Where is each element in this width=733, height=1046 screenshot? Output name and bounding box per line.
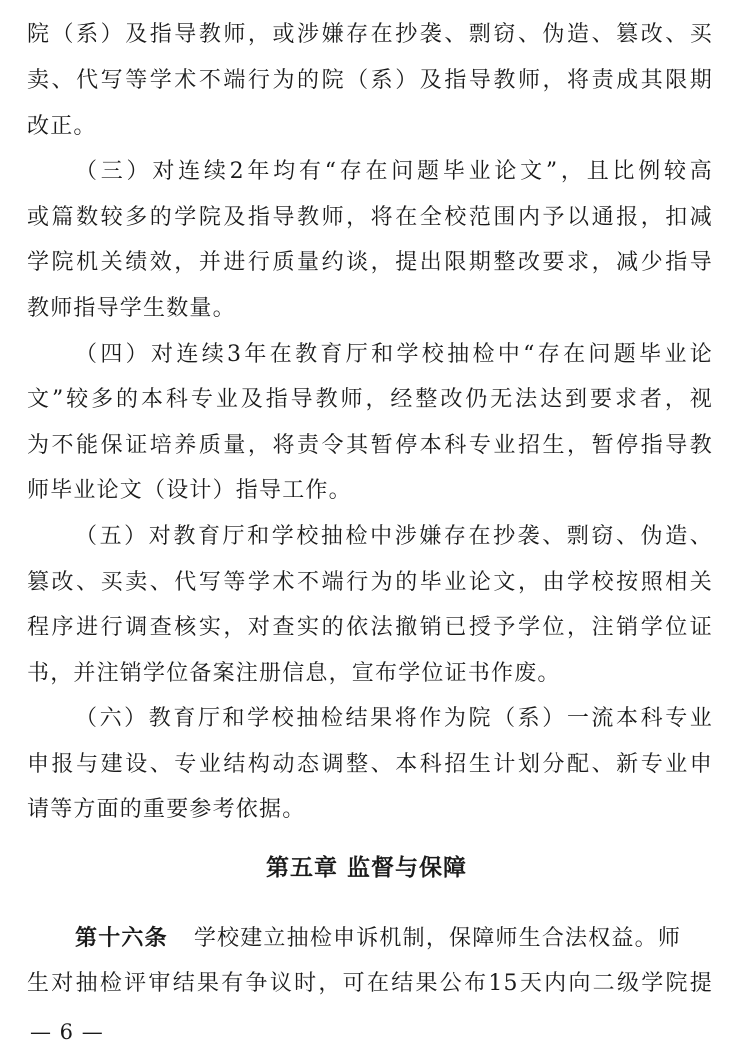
page-number: — 6 — [30,1020,104,1044]
text-line: （三）对连续2年均有“存在问题毕业论文”，且比例较高 [75,159,713,184]
text-line: 书，并注销学位备案注册信息，宣布学位证书作废。 [27,661,561,686]
article-label: 第十六条 [75,926,168,951]
text-line: 或篇数较多的学院及指导教师，将在全校范围内予以通报，扣减 [27,205,713,230]
text-line: 程序进行调查核实，对查实的依法撤销已授予学位，注销学位证 [27,615,713,640]
text-line: 篡改、买卖、代写等学术不端行为的毕业论文，由学校按照相关 [27,570,713,595]
chapter-heading: 第五章 监督与保障 [265,855,467,881]
text-line: 教师指导学生数量。 [27,296,236,321]
text-line: 申报与建设、专业结构动态调整、本科招生计划分配、新专业申 [27,752,713,777]
text-line: 请等方面的重要参考依据。 [27,797,306,822]
article-text: 学校建立抽检申诉机制，保障师生合法权益。师 [193,926,682,951]
text-line: 卖、代写等学术不端行为的院（系）及指导教师，将责成其限期 [27,68,713,93]
text-line: （六）教育厅和学校抽检结果将作为院（系）一流本科专业 [75,706,713,731]
text-line: 生对抽检评审结果有争议时，可在结果公布15天内向二级学院提 [27,971,713,996]
text-line: 师毕业论文（设计）指导工作。 [27,478,352,503]
text-line: 改正。 [27,114,97,139]
article-first-line [75,924,713,954]
text-line: 文”较多的本科专业及指导教师，经整改仍无法达到要求者，视 [27,387,713,412]
text-line: 院（系）及指导教师，或涉嫌存在抄袭、剽窃、伪造、篡改、买 [27,22,713,47]
text-line: 学院机关绩效，并进行质量约谈，提出限期整改要求，减少指导 [27,250,713,275]
text-line: 为不能保证培养质量，将责令其暂停本科专业招生，暂停指导教 [27,433,713,458]
text-line: （四）对连续3年在教育厅和学校抽检中“存在问题毕业论 [75,342,713,367]
text-line: （五）对教育厅和学校抽检中涉嫌存在抄袭、剽窃、伪造、 [75,524,713,549]
